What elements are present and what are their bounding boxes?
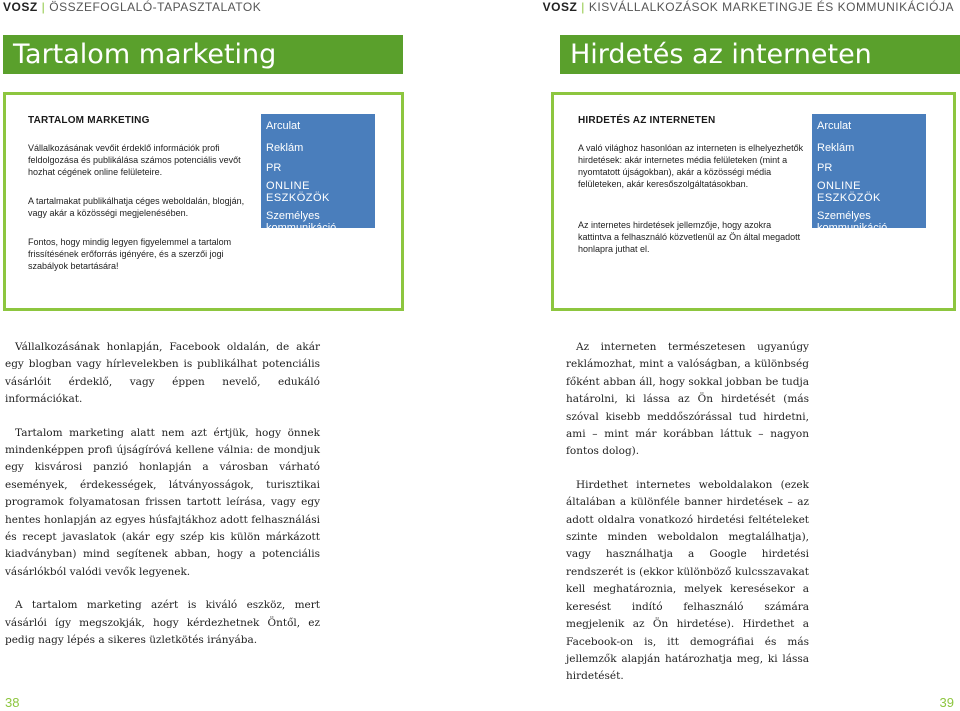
info-box-title: TARTALOM MARKETING <box>28 115 150 126</box>
body-paragraph: Az interneten természetesen ugyanúgy reklámozhat, mint a valóságban, a különbség főként abban áll, hogy sokkal jobban be tudja határolni, ki lássa az Ön hirdetését (más szóval kisebb meddőszórással tud hirdetni, ami – mint már korábban láttuk – nagyon fontos dolog). <box>566 341 809 458</box>
brand-name: VOSZ <box>542 0 578 14</box>
section-name: KISVÁLLALKOZÁSOK MARKETINGJE ÉS KOMMUNIKÁCIÓJA <box>588 0 954 14</box>
separator: | <box>581 0 585 14</box>
info-box-paragraph: Az internetes hirdetések jellemzője, hogy azokra kattintva a felhasználó közvetlenül az Ön által megadott honlapra juthat el. <box>578 220 801 254</box>
running-head <box>543 0 954 14</box>
tool-szemelyes-kommunikacio: Személyes kommunikáció <box>817 210 888 234</box>
info-box <box>3 92 404 311</box>
chapter-banner: Tartalom marketing <box>3 35 403 74</box>
right-page <box>480 0 960 711</box>
page-number: 39 <box>939 695 954 710</box>
body-text <box>566 339 809 702</box>
info-box-title: HIRDETÉS AZ INTERNETEN <box>578 115 716 126</box>
tool-arculat: Arculat <box>817 120 852 132</box>
brand-name: VOSZ <box>3 0 38 14</box>
tool-szemelyes-kommunikacio: Személyes kommunikáció <box>266 210 337 234</box>
info-box <box>551 92 956 311</box>
info-box-paragraph: A tartalmakat publikálhatja céges weboldalán, blogján, vagy akár a közösségi megjelenésében. <box>28 196 245 218</box>
communication-tools-box <box>812 114 926 234</box>
communication-tools-box <box>261 114 375 234</box>
tool-reklam: Reklám <box>266 142 304 154</box>
body-paragraph: Hirdethet internetes weboldalakon (ezek általában a különféle banner hirdetések – az adott oldalra vonatkozó hirdetési feltételeket szinte minden weboldalon megtalálhatja), vagy használhatja a Google hirdetési rendszerét is (ekkor különböző kulcsszavakat kell meghatároznia, melyek keresésekor a keresést indító felhasználó számára megjelenik az Ön hirdetése). Hirdethet a Facebook-on is, itt demográfiai és más jellemzők alapján határozhatja meg, ki lássa hirdetését. <box>566 478 809 683</box>
tool-online-eszkozok: ONLINE ESZKÖZÖK <box>266 180 330 204</box>
info-box-paragraph: Fontos, hogy mindig legyen figyelemmel a tartalom frissítésének erőforrás igényére, és a szerzői jogi szabályok betartására! <box>28 237 232 271</box>
tool-pr: PR <box>817 162 833 174</box>
separator: | <box>41 0 46 14</box>
body-paragraph: Vállalkozásának honlapján, Facebook oldalán, de akár egy blogban vagy hírlevelekben is publikálhat potenciális vásárlóit érdeklő, vagy éppen nevelő, edukáló információkat. <box>5 341 320 406</box>
tool-reklam: Reklám <box>817 142 855 154</box>
body-text <box>5 339 320 666</box>
body-paragraph: A tartalom marketing azért is kiváló eszköz, mert vásárlói így megszokják, hogy kérdezhetnek Öntől, ez pedig nagy lépés a sikeres üzletkötés irányába. <box>5 599 320 647</box>
running-head <box>3 0 261 14</box>
tool-online-eszkozok: ONLINE ESZKÖZÖK <box>817 180 881 204</box>
chapter-banner: Hirdetés az interneten <box>560 35 960 74</box>
info-box-paragraph: Vállalkozásának vevőit érdeklő információk profi feldolgozása és publikálása számos potenciális vevőt hozhat cégének online felületeire. <box>28 143 241 177</box>
tool-arculat: Arculat <box>266 120 301 132</box>
info-box-paragraph: A való világhoz hasonlóan az interneten is elhelyezhetők hirdetések: akár internetes média felületeken (mint a nyomtatott újságokban), akár a közösségi média felületeken, akár keresőszolgáltatásokban. <box>578 143 804 189</box>
section-name: ÖSSZEFOGLALÓ-TAPASZTALATOK <box>49 0 262 14</box>
tool-pr: PR <box>266 162 282 174</box>
page-number: 38 <box>5 695 20 710</box>
body-paragraph: Tartalom marketing alatt nem azt értjük, hogy önnek mindenképpen profi újságíróvá kellene válnia: de mondjuk egy kisvárosi panzió honlapján a városban várható események, érdekességek, látványosságok, turisztikai programok folyamatosan frissen tartott leírása, vagy egy hentes honlapján az egyes húsfajtákhoz adott felhasználási és recept javaslatok (akár egy szép kis külön márkázott kiadványban) mind segítenek abban, hogy a potenciális vásárlókból valódi vevők legyenek. <box>5 426 320 578</box>
